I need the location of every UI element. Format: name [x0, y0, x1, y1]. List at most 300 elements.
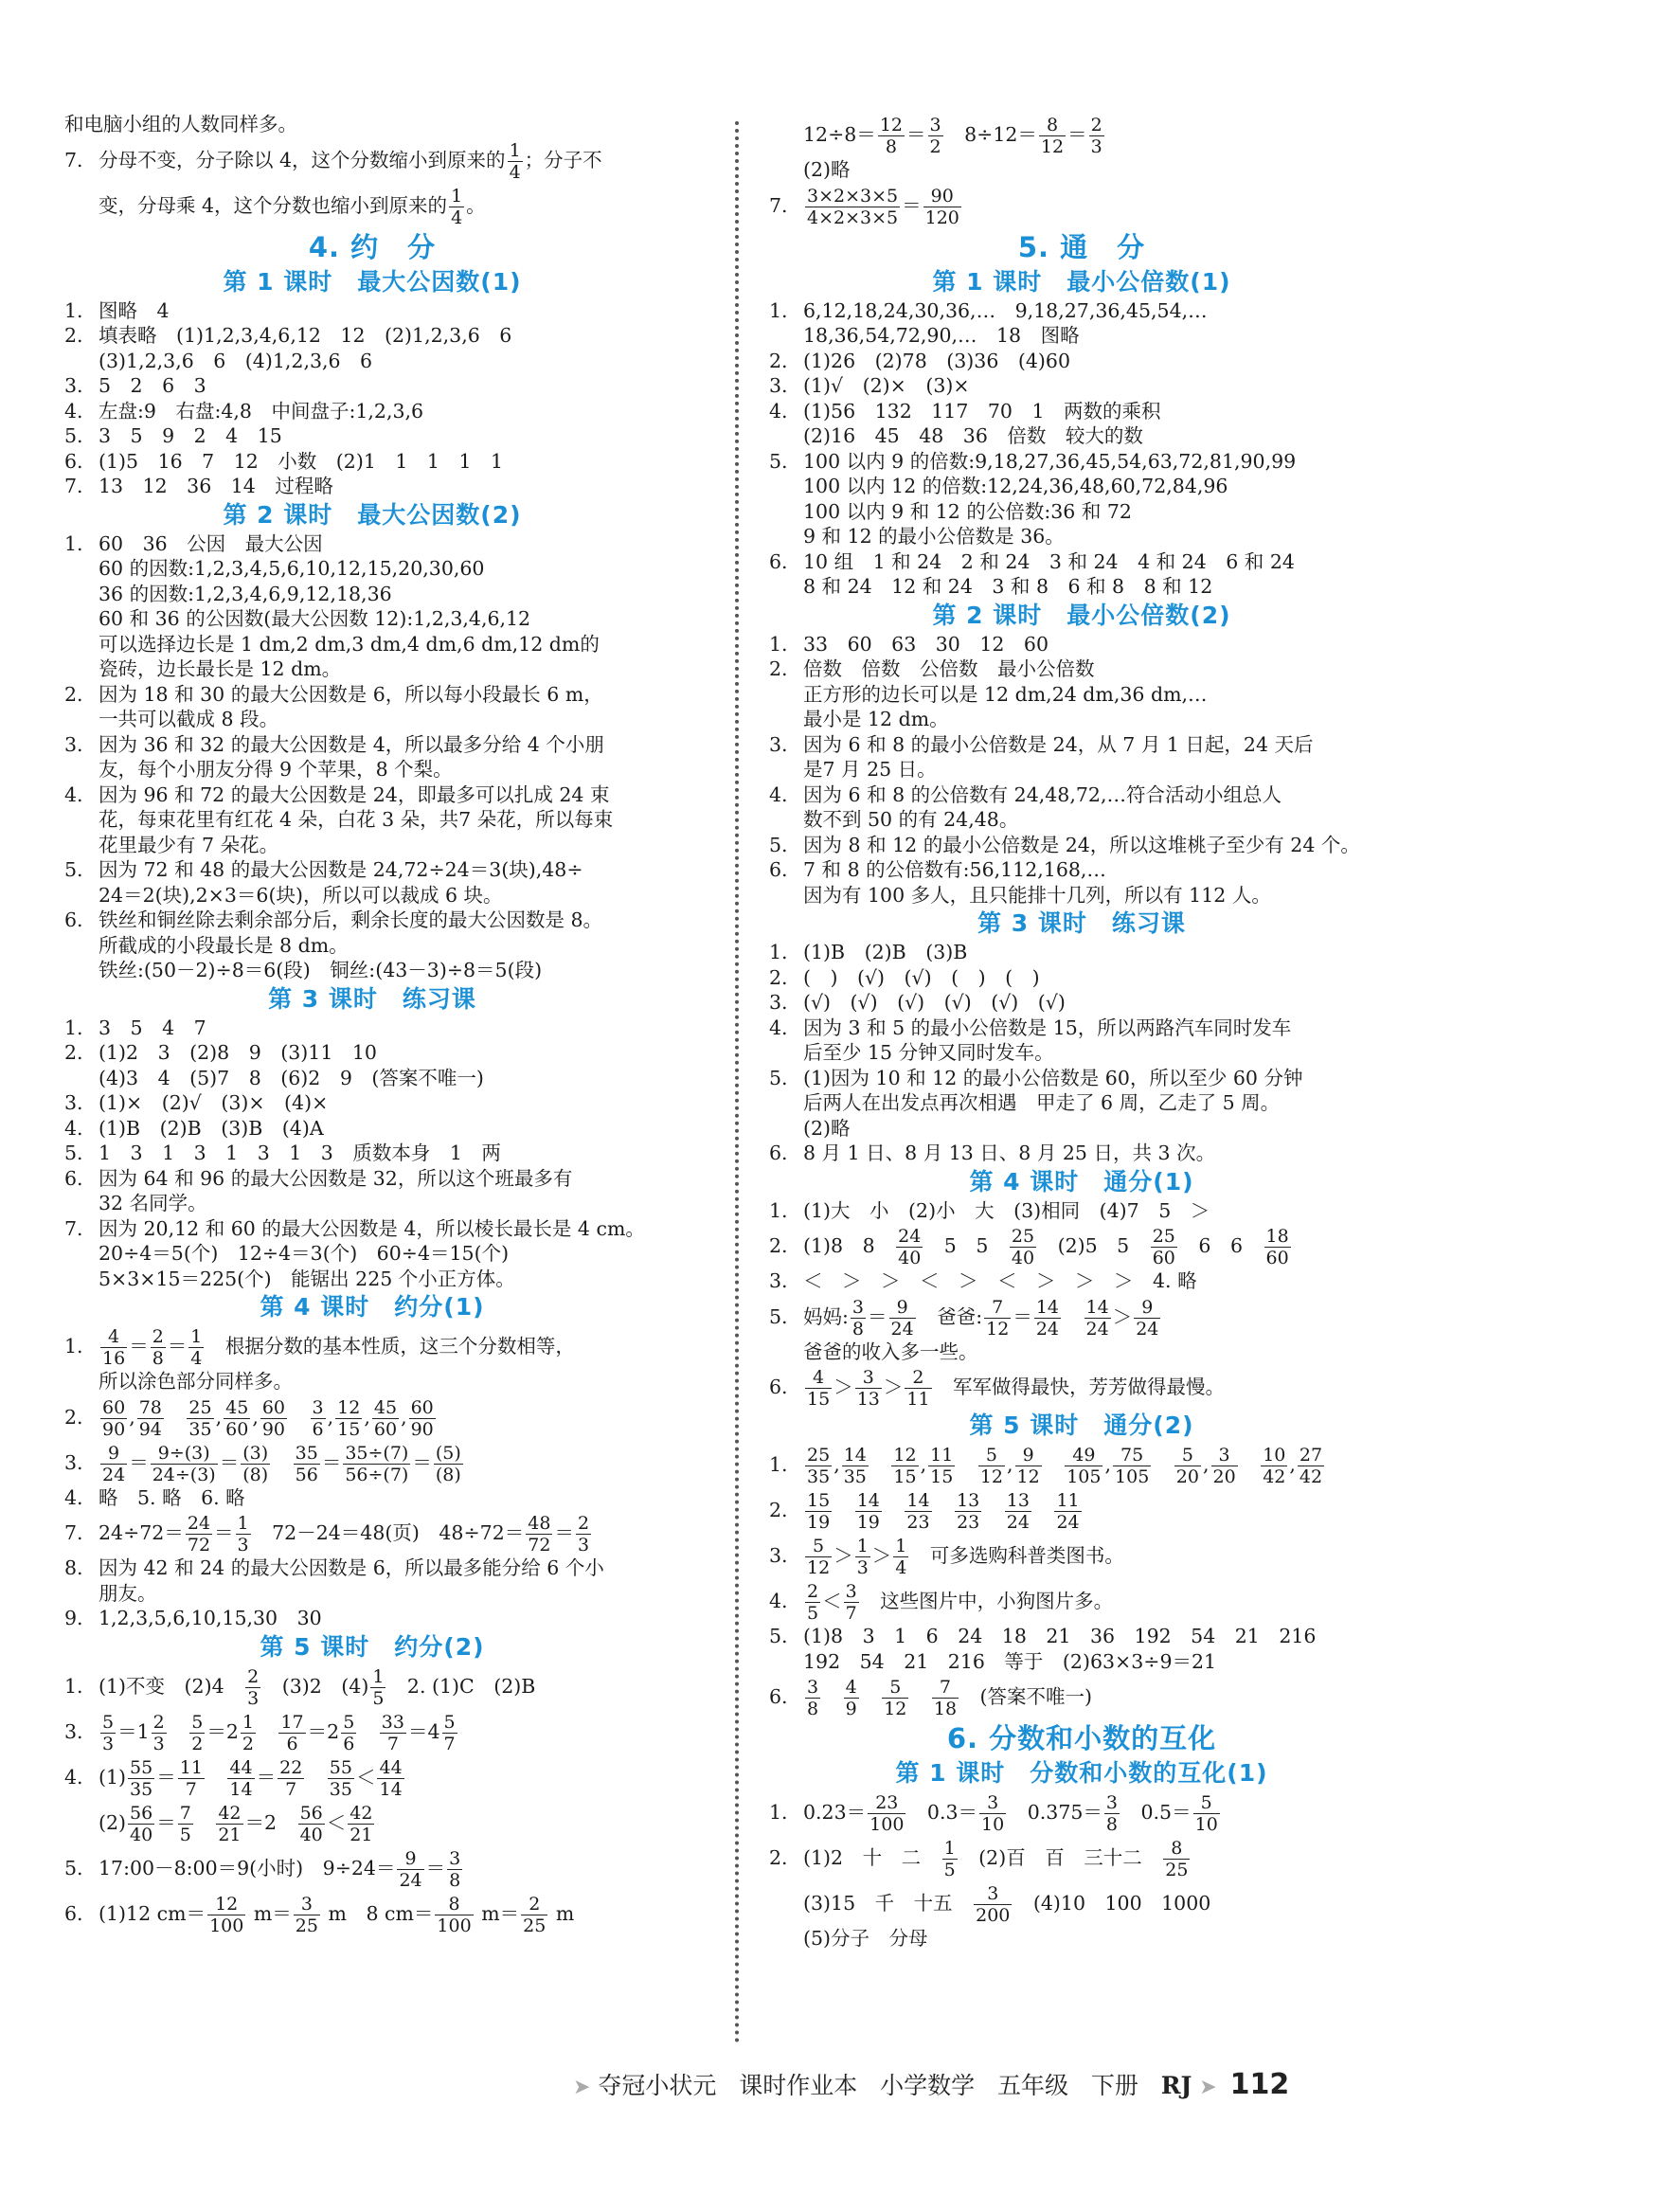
question-number: 6. [64, 1901, 83, 1925]
answer-text: ＝ [868, 1304, 887, 1328]
answer-text: 60 的因数:1,2,3,4,5,6,10,12,15,20,30,60 [99, 557, 485, 580]
question-number: 2. [769, 657, 788, 680]
fraction [805, 1367, 832, 1410]
answer-text: ＝2 [307, 1719, 340, 1743]
fraction-denominator: 40 [299, 1824, 323, 1845]
fraction [855, 1536, 870, 1578]
answer-text [910, 1685, 930, 1708]
answer-line [769, 1926, 1394, 1951]
fraction-numerator: 7 [932, 1677, 959, 1699]
answer-text [166, 1406, 186, 1429]
fraction-denominator: 7 [443, 1733, 456, 1754]
fraction-denominator: 8 [807, 1699, 819, 1719]
fraction-denominator: (8) [242, 1464, 269, 1485]
answer-line [769, 1533, 1394, 1578]
fraction [245, 1666, 260, 1709]
question-number: 2. [64, 1405, 83, 1429]
answer-line [769, 574, 1394, 600]
answer-line [64, 1369, 680, 1394]
answer-text: ＝ [256, 1765, 277, 1789]
answer-text: 192 54 21 216 等于 (2)63×3÷9＝21 [803, 1649, 1217, 1673]
fraction [855, 1367, 882, 1410]
fraction [928, 115, 943, 157]
fraction-denominator: 12 [1040, 136, 1065, 157]
answer-text: 花，每束花里有红花 4 朵，白花 3 朵，共7 朵花，所以每束 [99, 808, 614, 831]
fraction-denominator: 90 [261, 1418, 286, 1440]
answer-line [64, 1116, 680, 1142]
answer-line [769, 373, 1394, 399]
question-number: 7. [64, 148, 83, 171]
question-number: 1. [769, 1198, 788, 1222]
fraction-denominator: 56 [295, 1464, 318, 1485]
fraction-numerator: 60 [102, 1396, 126, 1418]
fraction-denominator: 12 [1016, 1466, 1040, 1487]
answer-text: 18,36,54,72,90,… 18 图略 [803, 324, 1080, 347]
answer-text: 5 2 6 3 [99, 374, 206, 397]
fraction-denominator: 4 [509, 161, 521, 183]
fraction-numerator: 12 [207, 1894, 245, 1915]
fraction-numerator: 3×2×3×5 [807, 185, 899, 207]
answer-text: (答案不唯一) [960, 1685, 1093, 1708]
answer-line [64, 682, 680, 708]
answer-line [769, 656, 1394, 682]
answer-text: 8÷12＝ [944, 123, 1037, 146]
answer-line [769, 524, 1394, 549]
answer-text: (1)8 3 1 6 24 18 21 36 192 54 21 216 [803, 1625, 1317, 1647]
answer-line [769, 423, 1394, 449]
fraction [294, 1443, 320, 1485]
fraction [278, 1712, 305, 1754]
fraction [328, 1757, 354, 1800]
fraction-numerator: 4 [805, 1367, 832, 1389]
answer-line [769, 857, 1394, 883]
answer-text: 0.3＝ [907, 1801, 978, 1824]
answer-text: 24÷72＝ [99, 1521, 184, 1544]
fraction [128, 1803, 154, 1845]
answer-text: 8 和 24 12 和 24 3 和 8 6 和 8 8 和 12 [803, 575, 1213, 598]
fraction-numerator: 1 [509, 139, 521, 161]
fraction-denominator: 21 [350, 1824, 373, 1845]
answer-text: ＝ [219, 1450, 240, 1474]
answer-text [957, 1453, 977, 1476]
answer-line [64, 298, 680, 324]
answer-text: , [364, 1405, 370, 1429]
fraction-denominator: 18 [933, 1699, 958, 1719]
answer-text: 60 36 公因 最大公因 [99, 531, 323, 555]
question-number: 1. [64, 1016, 83, 1039]
fraction [1211, 1445, 1238, 1487]
answer-line [769, 940, 1394, 965]
lesson-heading: 第 3 课时 练习课 [268, 984, 476, 1013]
answer-text: 因为 6 和 8 的公倍数有 24,48,72,…符合活动小组总人 [803, 782, 1282, 806]
fraction-numerator: 2 [247, 1665, 260, 1687]
answer-text: , [401, 1405, 407, 1429]
question-number: 2. [64, 682, 83, 706]
answer-line [769, 183, 1394, 228]
answer-line [64, 1556, 680, 1581]
fraction-denominator: 35 [130, 1778, 153, 1800]
answer-text: ＞ [834, 1544, 853, 1567]
fraction [236, 1513, 251, 1556]
answer-text: 一共可以截成 8 段。 [99, 708, 279, 730]
answer-text: 1 3 1 3 1 3 1 3 质数本身 1 两 [99, 1142, 501, 1164]
fraction [1005, 1490, 1031, 1533]
answer-text [884, 1499, 904, 1521]
answer-line [64, 1016, 680, 1041]
answer-text: (1)因为 10 和 12 的最小公倍数是 60，所以至少 60 分钟 [803, 1066, 1303, 1089]
answer-text: 后至少 15 分钟又同时发车。 [803, 1041, 1054, 1064]
answer-line [64, 933, 680, 959]
answer-line [769, 1223, 1394, 1268]
fraction [335, 1397, 362, 1440]
answer-text: ＝ [156, 1810, 176, 1834]
fraction [851, 1297, 866, 1340]
fraction-numerator: 3 [845, 1581, 857, 1602]
fraction-numerator: 5 [805, 1536, 832, 1557]
question-number: 4. [64, 1765, 83, 1789]
fraction-numerator: 55 [130, 1756, 153, 1778]
question-number: 5. [769, 449, 788, 473]
fraction-numerator: 3 [974, 1883, 1012, 1905]
fraction-numerator: 5 [343, 1711, 355, 1733]
answer-text: 因为 18 和 30 的最大公因数是 6，所以每小段最长 6 m， [99, 682, 603, 706]
fraction [189, 1712, 205, 1754]
answer-line [64, 1090, 680, 1116]
fraction-numerator: 12 [893, 1445, 917, 1466]
fraction-denominator: 3 [1090, 136, 1102, 157]
fraction [1174, 1445, 1201, 1487]
fraction-numerator: 1 [895, 1536, 907, 1556]
answer-line [769, 965, 1394, 991]
fraction-denominator: 35 [843, 1466, 867, 1487]
answer-text: , [1104, 1453, 1112, 1476]
answer-text: (1)56 132 117 70 1 两数的乘积 [803, 399, 1161, 423]
fraction [311, 1397, 326, 1440]
answer-text: 略 5. 略 6. 略 [99, 1485, 245, 1509]
answer-line [769, 1578, 1394, 1624]
lesson-heading: 第 2 课时 最大公因数(2) [223, 500, 522, 529]
fraction [397, 1848, 423, 1891]
fraction [100, 1443, 127, 1485]
question-number: 1. [769, 632, 788, 656]
answer-text: (3)1,2,3,6 6 (4)1,2,3,6 6 [99, 349, 373, 372]
question-number: 2. [64, 324, 83, 347]
fraction-numerator: 60 [410, 1396, 434, 1418]
question-number: 1. [64, 298, 83, 322]
fraction-denominator: 15 [893, 1466, 917, 1487]
fraction-denominator: 40 [898, 1248, 922, 1268]
answer-text: 32 名同学。 [99, 1192, 207, 1214]
fraction-numerator: 5 [102, 1711, 115, 1733]
answer-line [64, 1166, 680, 1192]
question-number: 1. [64, 1674, 83, 1698]
answer-line [769, 732, 1394, 758]
fraction-numerator: 8 [1163, 1838, 1190, 1860]
fraction [434, 1443, 463, 1485]
question-number: 2. [769, 349, 788, 372]
answer-text: 图略 4 [99, 298, 170, 322]
answer-text: ＝ [906, 123, 926, 146]
fraction-denominator: 100 [437, 1915, 472, 1936]
fraction-denominator: 12 [986, 1318, 1010, 1340]
answer-line [769, 1364, 1394, 1410]
answer-text [1153, 1453, 1173, 1476]
fraction-denominator: 10 [1194, 1814, 1218, 1835]
answer-line [769, 349, 1394, 374]
fraction-numerator: 5 [1174, 1445, 1201, 1466]
fraction-denominator: 6 [343, 1733, 355, 1754]
fraction-numerator: 44 [229, 1756, 253, 1778]
answer-text: 10 组 1 和 24 2 和 24 3 和 24 4 和 24 6 和 24 [803, 549, 1295, 573]
fraction [294, 1894, 320, 1936]
fraction-denominator: 4 [895, 1557, 907, 1578]
fraction [1010, 1226, 1036, 1268]
question-number: 6. [769, 1685, 788, 1708]
fraction [805, 1536, 832, 1578]
fraction [1261, 1445, 1287, 1487]
fraction [805, 1581, 820, 1624]
fraction-numerator: 7 [179, 1802, 191, 1824]
answer-text: 因为 8 和 12 的最小公倍数是 24，所以这堆桃子至少有 24 个。 [803, 833, 1360, 856]
fraction-numerator: 23 [868, 1792, 905, 1814]
question-number: 4. [64, 399, 83, 423]
fraction-denominator: 105 [1115, 1466, 1150, 1487]
answer-text: 24＝2(块),2×3＝6(块)，所以可以裁成 6 块。 [99, 883, 503, 907]
answer-text [822, 1685, 842, 1708]
answer-line [64, 323, 680, 349]
fraction-denominator: 7 [845, 1603, 857, 1624]
fraction-denominator: 20 [1175, 1466, 1199, 1487]
fraction [805, 1445, 832, 1487]
question-number: 6. [769, 1142, 788, 1164]
section-heading: 6. 分数和小数的互化 [946, 1722, 1217, 1754]
fraction [241, 1443, 270, 1485]
answer-text: 5 5 [924, 1234, 1008, 1257]
answer-line [769, 1268, 1394, 1294]
fraction-numerator: 14 [856, 1490, 880, 1511]
answer-text: 因为 36 和 32 的最大公因数是 4，所以最多分给 4 个小朋 [99, 732, 604, 756]
fraction-numerator: 35 [295, 1442, 318, 1464]
answer-text: m＝ [247, 1901, 292, 1925]
answer-line [64, 1394, 680, 1440]
answer-text: ＜ [822, 1590, 842, 1612]
answer-line [64, 373, 680, 399]
answer-line [64, 1754, 680, 1800]
answer-text: 妈妈: [803, 1304, 849, 1328]
question-number: 1. [769, 298, 788, 322]
fraction-denominator: 24 [1136, 1318, 1159, 1340]
question-number: 3. [64, 1091, 83, 1114]
fraction-numerator: 9 [397, 1848, 423, 1870]
fraction [576, 1513, 591, 1556]
fraction-numerator: 12 [879, 115, 903, 135]
question-number: 7. [64, 1216, 83, 1240]
answer-text: 17:00－8:00＝9(小时) 9÷24＝ [99, 1856, 396, 1879]
fraction [979, 1792, 1006, 1835]
question-number: 6. [64, 908, 83, 931]
answer-text: m [549, 1901, 575, 1925]
answer-text [1044, 1453, 1064, 1476]
fraction [844, 1581, 859, 1624]
fraction-numerator: 75 [1113, 1445, 1151, 1466]
answer-text: 倍数 倍数 公倍数 最小公倍数 [803, 657, 1095, 680]
answer-line [64, 833, 680, 858]
fraction [298, 1803, 325, 1845]
answer-line [769, 833, 1394, 858]
answer-text: 可多选购科普类图书。 [910, 1544, 1124, 1567]
answer-line [769, 990, 1394, 1016]
question-number: 7. [64, 1521, 83, 1544]
answer-line [769, 1141, 1394, 1166]
answer-text: m＝ [475, 1901, 520, 1925]
fraction-denominator: 20 [1212, 1466, 1236, 1487]
fraction [260, 1397, 287, 1440]
answer-line [64, 1485, 680, 1511]
answer-line [769, 399, 1394, 424]
answer-text: 6 6 [1178, 1234, 1263, 1257]
answer-text: 因为 20,12 和 60 的最大公因数是 4，所以棱长最长是 4 cm。 [99, 1216, 645, 1240]
fraction-numerator: 45 [373, 1396, 398, 1418]
fraction [882, 1677, 908, 1719]
answer-line [64, 1581, 680, 1607]
fraction [1089, 115, 1104, 157]
fraction-denominator: 7 [285, 1778, 297, 1800]
fraction [1015, 1445, 1042, 1487]
question-number: 4. [769, 1590, 788, 1612]
answer-line [769, 112, 1394, 157]
fraction-numerator: 3 [449, 1847, 461, 1869]
fraction [842, 1445, 869, 1487]
fraction-denominator: 5 [807, 1603, 819, 1624]
answer-text: 数不到 50 的有 24,48。 [803, 808, 1019, 831]
answer-text: 瓷砖，边长最长是 12 dm。 [99, 657, 342, 680]
fraction-numerator: 60 [261, 1396, 286, 1418]
answer-line [64, 807, 680, 833]
answer-text: 所截成的小段最长是 8 dm。 [99, 933, 349, 957]
answer-line [64, 857, 680, 883]
answer-line [769, 1835, 1394, 1880]
answer-line [64, 1267, 680, 1292]
answer-line [64, 349, 680, 374]
answer-text: ＝ [425, 1856, 446, 1879]
fraction [151, 1443, 218, 1485]
fraction [526, 1513, 552, 1556]
fraction-denominator: 16 [102, 1348, 126, 1369]
answer-text: 最小是 12 dm。 [803, 708, 949, 730]
question-number: 6. [769, 1376, 788, 1398]
answer-text: (1)2 十 二 [803, 1846, 941, 1869]
answer-text: 3 5 4 7 [99, 1016, 206, 1039]
fraction-numerator: 24 [187, 1513, 211, 1534]
answer-text: (1)B (2)B (3)B (4)A [99, 1116, 324, 1140]
answer-text: (2) [99, 1810, 127, 1834]
answer-text: m 8 cm＝ [321, 1901, 434, 1925]
question-number: 6. [769, 549, 788, 573]
fraction-denominator: 100 [209, 1915, 244, 1936]
question-number: 8. [64, 1556, 83, 1579]
fraction-numerator: 45 [225, 1396, 249, 1418]
answer-text: ＝ [902, 193, 922, 217]
answer-text: ＝1 [117, 1719, 150, 1743]
fraction [128, 1757, 154, 1800]
answer-text: , [920, 1453, 927, 1476]
answer-text [983, 1499, 1003, 1521]
answer-line [769, 1294, 1394, 1340]
question-number: 4. [64, 782, 83, 806]
fraction-denominator: 12 [979, 1466, 1003, 1487]
answer-text: (√) (√) (√) (√) (√) (√) [803, 991, 1066, 1014]
answer-line [64, 1216, 680, 1242]
answer-text [870, 1453, 890, 1476]
answer-text [1033, 1499, 1053, 1521]
answer-line [769, 549, 1394, 575]
answer-line [64, 1606, 680, 1631]
question-number: 4. [769, 1016, 788, 1039]
answer-text: 100 以内 9 和 12 的公倍数:36 和 72 [803, 499, 1132, 523]
fraction-numerator: 25 [1011, 1226, 1035, 1247]
fraction [372, 1397, 399, 1440]
fraction-denominator: 4 [190, 1348, 203, 1369]
answer-text: 2. (1)C (2)B [387, 1674, 536, 1698]
answer-text: ( ) (√) (√) ( ) ( ) [803, 965, 1040, 989]
answer-line [64, 707, 680, 732]
fraction [377, 1757, 403, 1800]
fraction-numerator: 1 [237, 1513, 249, 1534]
answer-text: ＝ [1067, 123, 1087, 146]
fraction [178, 1757, 205, 1800]
fraction-denominator: 8 [885, 136, 897, 157]
fraction [370, 1666, 385, 1709]
answer-text: , [1289, 1453, 1296, 1476]
fraction [1034, 1297, 1061, 1340]
answer-text: (2)16 45 48 36 倍数 较大的数 [803, 424, 1143, 447]
answer-text: , [129, 1405, 135, 1429]
fraction [889, 1297, 916, 1340]
fraction-numerator: 49 [1065, 1445, 1102, 1466]
fraction-numerator: 14 [1035, 1296, 1059, 1318]
fraction-numerator: 1 [943, 1838, 956, 1859]
answer-line [769, 323, 1394, 349]
answer-text: 因为 72 和 48 的最大公因数是 24,72÷24＝3(块),48÷ [99, 858, 583, 881]
question-number: 3. [64, 1719, 83, 1743]
answer-text: 6,12,18,24,30,36,… 9,18,27,36,45,54,… [803, 298, 1208, 322]
answer-text: 友，每个小朋友分得 9 个苹果，8 个梨。 [99, 758, 453, 781]
fraction [1039, 115, 1066, 157]
footer-line [573, 2067, 1289, 2101]
answer-text: ＝ [214, 1521, 234, 1544]
fraction [1298, 1445, 1324, 1487]
fraction-numerator: 22 [279, 1756, 303, 1778]
answer-line [769, 1789, 1394, 1835]
fraction-denominator: 15 [930, 1466, 954, 1487]
fraction-numerator: 14 [1085, 1296, 1109, 1318]
answer-line [64, 1845, 680, 1891]
answer-line [769, 632, 1394, 657]
fraction-numerator: 44 [379, 1756, 403, 1778]
fraction [341, 1712, 356, 1754]
question-number: 2. [64, 1041, 83, 1064]
answer-line [769, 883, 1394, 908]
fraction-numerator: 90 [923, 186, 961, 207]
fraction [224, 1397, 250, 1440]
answer-line [769, 474, 1394, 499]
fraction [186, 1513, 212, 1556]
answer-text: ＝ [412, 1450, 432, 1474]
fraction [187, 1397, 213, 1440]
fraction [1151, 1226, 1177, 1268]
question-number: 6. [64, 449, 83, 473]
answer-line [769, 782, 1394, 808]
